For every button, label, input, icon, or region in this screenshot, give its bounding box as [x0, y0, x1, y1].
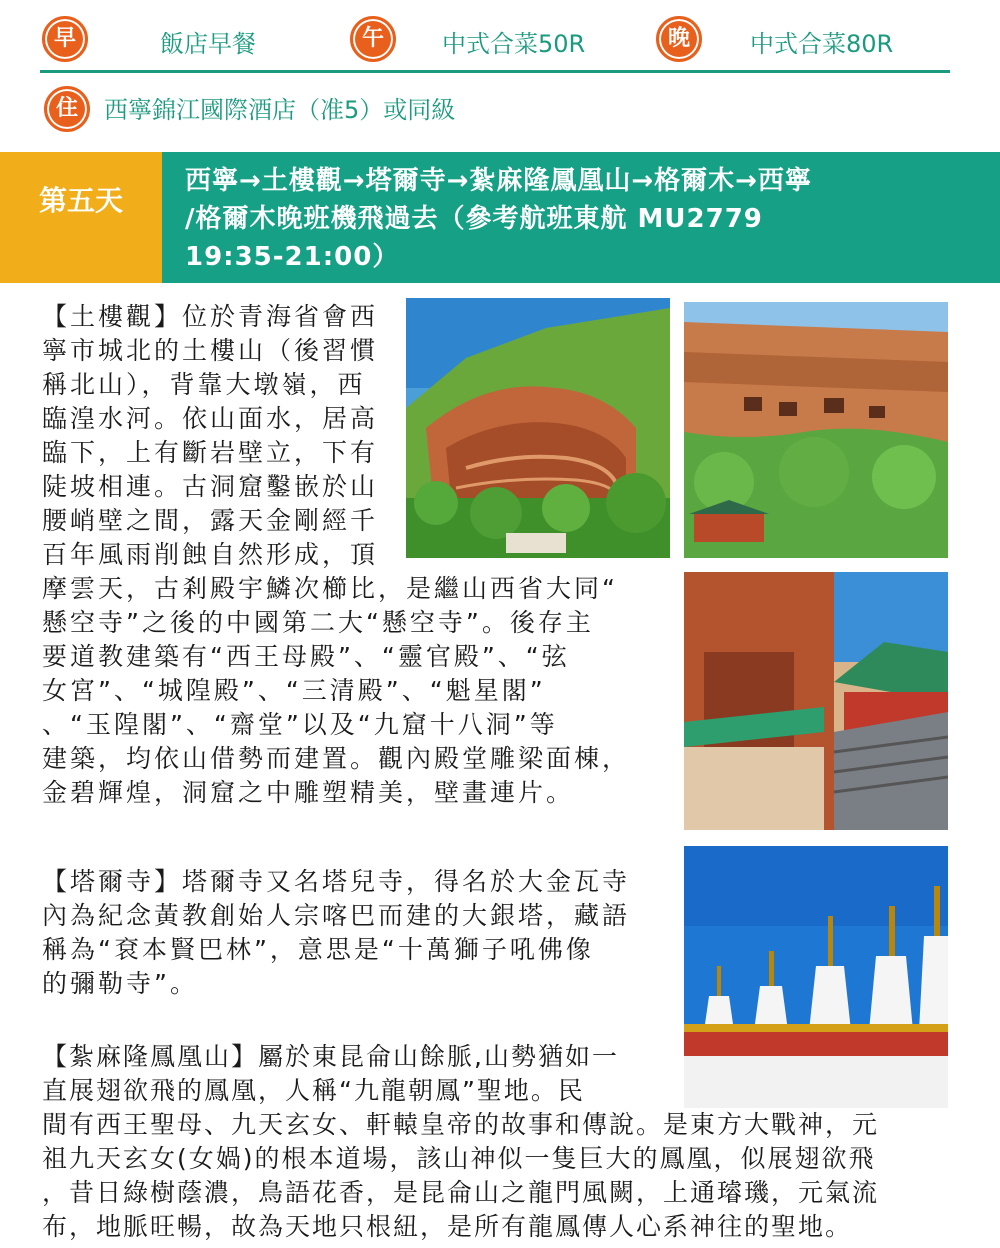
- divider: [40, 70, 950, 73]
- hotel-icon: 住: [44, 86, 90, 132]
- text-line: 金碧輝煌，洞窟之中雕塑精美，壁畫連片。: [42, 778, 575, 807]
- text-line: 摩雲天，古剎殿宇鱗次櫛比，是繼山西省大同“: [42, 574, 618, 603]
- text-line: 陡坡相連。古洞窟鑿嵌於山: [42, 472, 379, 501]
- text-line: 布，地脈旺暢，故為天地只根紐，是所有龍鳳傳人心系神往的聖地。: [42, 1212, 853, 1241]
- route-line: /格爾木晚班機飛過去（參考航班東航 MU2779: [185, 204, 763, 234]
- lunch-icon: 午: [350, 16, 396, 62]
- cave-cliff-photo: [684, 302, 948, 558]
- route-line: 西寧→土樓觀→塔爾寺→紮麻隆鳳凰山→格爾木→西寧: [185, 166, 812, 196]
- text-line: 【土樓觀】位於青海省會西: [42, 302, 379, 331]
- lunch-text: 中式合菜50R: [442, 30, 586, 58]
- text-line: 直展翅欲飛的鳳凰，人稱“九龍朝鳳”聖地。民: [42, 1076, 585, 1105]
- text-line: 女宮”、“城隍殿”、“三清殿”、“魁星閣”: [42, 676, 546, 705]
- text-line: 建築，均依山借勢而建置。觀內殿堂雕梁面棟，: [42, 744, 631, 773]
- meals-row: [0, 0, 1000, 80]
- text-line: 寧市城北的土樓山（後習慣: [42, 336, 379, 365]
- text-line: 內為紀念黃教創始人宗喀巴而建的大銀塔，藏語: [42, 901, 631, 930]
- text-line: 臨湟水河。依山面水，居高: [42, 404, 379, 433]
- temple-photo: [684, 572, 948, 830]
- text-line: 百年風雨削蝕自然形成，頂: [42, 540, 379, 569]
- text-line: ，昔日綠樹蔭濃，鳥語花香，是昆侖山之龍門風闕，上通璿璣，元氣流: [42, 1178, 880, 1207]
- text-line: 腰峭壁之間，露天金剛經千: [42, 506, 379, 535]
- dinner-icon: 晚: [656, 16, 702, 62]
- text-line: 稱為“袞本賢巴林”，意思是“十萬獅子吼佛像: [42, 935, 594, 964]
- text-line: 祖九天玄女(女媧)的根本道場，該山神似一隻巨大的鳳凰，似展翅欲飛: [42, 1144, 876, 1173]
- text-line: 、“玉隍閣”、“齋堂”以及“九窟十八洞”等: [42, 710, 558, 739]
- route-line: 19:35-21:00）: [185, 242, 400, 272]
- day-label: 第五天: [0, 152, 162, 283]
- text-line: 【紮麻隆鳳凰山】屬於東昆侖山餘脈,山勢猶如一: [42, 1042, 619, 1071]
- day-header: [0, 152, 1000, 283]
- text-line: 懸空寺”之後的中國第二大“懸空寺”。後存主: [42, 608, 594, 637]
- breakfast-text: 飯店早餐: [160, 30, 256, 58]
- text-line: 稱北山），背靠大墩嶺，西: [42, 370, 366, 399]
- stupa-photo: [684, 846, 948, 1108]
- hotel-text: 西寧錦江國際酒店（准5）或同級: [104, 96, 456, 124]
- text-line: 的彌勒寺”。: [42, 969, 198, 998]
- text-line: 【塔爾寺】塔爾寺又名塔兒寺，得名於大金瓦寺: [42, 867, 631, 896]
- cliff-photo: [406, 298, 670, 558]
- breakfast-icon: 早: [42, 16, 88, 62]
- text-line: 間有西王聖母、九天玄女、軒轅皇帝的故事和傳說。是東方大戰神，元: [42, 1110, 880, 1139]
- text-line: 臨下，上有斷岩壁立，下有: [42, 438, 379, 467]
- taersi-paragraph: [42, 865, 630, 1001]
- text-line: 要道教建築有“西王母殿”、“靈官殿”、“弦: [42, 642, 570, 671]
- route-title: [185, 162, 985, 276]
- dinner-text: 中式合菜80R: [750, 30, 894, 58]
